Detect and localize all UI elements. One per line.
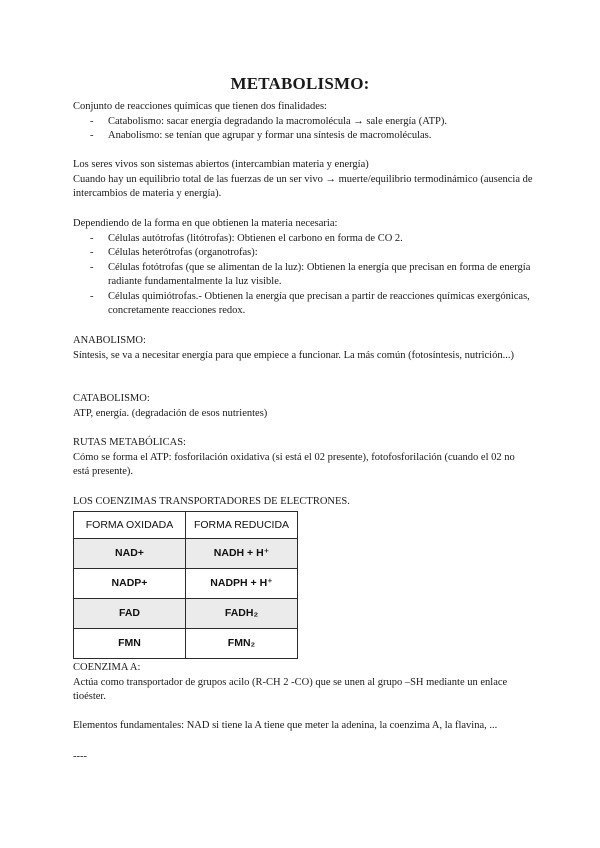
table-cell: FADH₂ — [186, 599, 298, 629]
list-item: - Catabolismo: sacar energía degradando la macromolécula → sale energía (ATP). — [73, 115, 533, 130]
table-header-row — [74, 512, 298, 539]
coenzimas-table — [73, 511, 298, 659]
cells-list — [73, 232, 533, 319]
coenzima-a-heading: COENZIMA A: — [73, 662, 141, 673]
rutas-heading: RUTAS METABÓLICAS: — [73, 437, 186, 448]
catabolismo-heading: CATABOLISMO: — [73, 393, 150, 404]
anabolismo-text: Síntesis, se va a necesitar energía para que empiece a funcionar. La más común (fotosíntesis, nutrición...) — [73, 349, 514, 361]
catabolismo-text: ATP, energía. (degradación de esos nutrientes) — [73, 407, 268, 419]
coenzima-a-text: Actúa como transportador de grupos acilo (R-CH 2 -CO) que se unen al grupo –SH mediante un enlace tioéster. — [73, 676, 508, 702]
elementos-text: Elementos fundamentales: NAD si tiene la A tiene que meter la adenina, la coenzima A, la flavina, ... — [73, 720, 498, 731]
table-cell: NADPH + H⁺ — [186, 569, 298, 599]
footer-dashes: ---- — [73, 751, 87, 762]
coenzimas-section — [73, 495, 533, 510]
intro-list — [73, 115, 533, 144]
table-header: FORMA OXIDADA — [74, 512, 186, 539]
table-header: FORMA REDUCIDA — [186, 512, 298, 539]
table-row — [74, 569, 298, 599]
cells-text: Dependiendo de la forma en que obtienen la materia necesaria: — [73, 218, 338, 229]
list-item: - Células quimiótrofas.- Obtienen la energía que precisan a partir de reacciones químicas exergónicas, concretamente reacciones redox. — [73, 290, 533, 319]
table-row — [74, 629, 298, 659]
table-row — [74, 599, 298, 629]
cells-section — [73, 217, 533, 319]
anabolismo-heading: ANABOLISMO: — [73, 335, 146, 346]
rutas-text: Cómo se forma el ATP: fosforilación oxidativa (si está el 02 presente), fotofosforilación (cuando el 02 no está presente). — [73, 451, 515, 477]
table-cell: NADH + H⁺ — [186, 539, 298, 569]
intro-section — [73, 100, 533, 144]
page-title: METABOLISMO: — [230, 74, 370, 93]
table-cell: FMN₂ — [186, 629, 298, 659]
systems-section — [73, 158, 533, 202]
table-cell: NAD+ — [74, 539, 186, 569]
table-cell: NADP+ — [74, 569, 186, 599]
table-row — [74, 539, 298, 569]
coenzima-a-section — [73, 661, 533, 734]
list-item: - Células autótrofas (litótrofas): Obtienen el carbono en forma de CO 2. — [73, 232, 533, 247]
list-item: - Células heterótrofas (organotrofas): — [73, 246, 533, 261]
intro-text: Conjunto de reacciones químicas que tienen dos finalidades: — [73, 101, 327, 112]
table-cell: FMN — [74, 629, 186, 659]
list-item: - Anabolismo: se tenían que agrupar y formar una síntesis de macromoléculas. — [73, 129, 533, 144]
list-item: - Células fotótrofas (que se alimentan de la luz): Obtienen la energía que precisan en forma de energía radiante fundamentalmente la luz visible. — [73, 261, 533, 290]
systems-line-2: Cuando hay un equilibrio total de las fuerzas de un ser vivo → muerte/equilibrio termodinámico (ausencia de intercambios de materia y energía). — [73, 173, 533, 199]
rutas-section — [73, 436, 533, 480]
systems-line-1: Los seres vivos son sistemas abiertos (intercambian materia y energía) — [73, 159, 369, 170]
catabolismo-section — [73, 392, 533, 421]
coenzimas-heading: LOS COENZIMAS TRANSPORTADORES DE ELECTRONES. — [73, 496, 350, 507]
table-cell: FAD — [74, 599, 186, 629]
anabolismo-section — [73, 334, 533, 363]
